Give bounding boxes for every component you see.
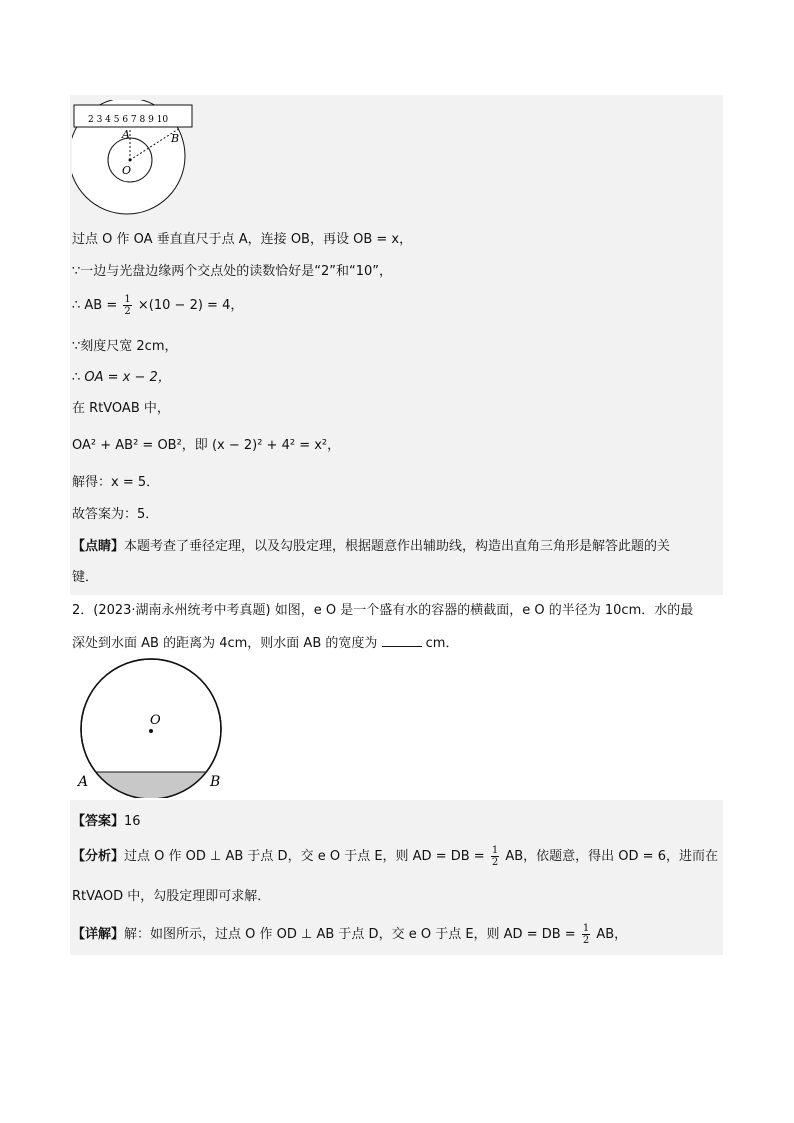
fraction-half: $\frac{1}{2}$ bbox=[491, 845, 499, 868]
fraction-half: $\frac{1}{2}$ bbox=[582, 923, 590, 946]
label-b: B bbox=[210, 774, 221, 790]
label-b: B bbox=[171, 132, 180, 145]
center-point-o bbox=[149, 729, 153, 733]
line-10: 【点睛】本题考查了垂径定理，以及勾股定理，根据题意作出辅助线，构造出直角三角形是解答此题的关 bbox=[72, 539, 671, 554]
line-2: ∵一边与光盘边缘两个交点处的读数恰好是“2”和“10”， bbox=[72, 264, 393, 279]
line-3: ∴ AB = $\frac{1}{2}$ ×(10 − 2) = 4， bbox=[72, 294, 244, 317]
line-11: 键． bbox=[72, 570, 99, 585]
detail-line-1: 【详解】解：如图所示，过点 O 作 OD ⊥ AB 于点 D，交 e O 于点 E，则 AD = DB = $\frac{1}{2}$ AB， bbox=[72, 923, 628, 946]
line-7: OA² + AB² = OB²，即 (x − 2)² + 4² = x²， bbox=[72, 438, 341, 453]
label-o: O bbox=[150, 713, 161, 728]
line-8: 解得：x = 5． bbox=[72, 475, 160, 490]
analysis-line-2: RtVAOD 中，勾股定理即可求解． bbox=[72, 889, 271, 904]
line-9: 故答案为：5． bbox=[72, 507, 159, 522]
figure-cd-ruler bbox=[72, 100, 197, 220]
line-4: ∵刻度尺宽 2cm， bbox=[72, 339, 178, 354]
analysis-line-1: 【分析】过点 O 作 OD ⊥ AB 于点 D，交 e O 于点 E，则 AD = DB = $\frac{1}{2}$ AB，依题意，得出 OD = 6，进而在 bbox=[72, 845, 718, 868]
water-region bbox=[72, 772, 232, 798]
question-2-line-1: 2．(2023·湖南永州统考中考真题) 如图，e O 是一个盛有水的容器的横截面，e O 的半径为 10cm．水的最 bbox=[72, 603, 694, 618]
line-5: ∴ OA = x − 2， bbox=[72, 370, 171, 385]
answer-line: 【答案】16 bbox=[72, 814, 141, 829]
point-o bbox=[129, 159, 132, 162]
line-6: 在 RtVOAB 中， bbox=[72, 401, 170, 416]
line-1: 过点 O 作 OA 垂直直尺于点 A，连接 OB，再设 OB = x， bbox=[72, 232, 413, 247]
label-a: A bbox=[122, 128, 130, 141]
ruler-tick-labels: 2 3 4 5 6 7 8 9 10 bbox=[88, 115, 169, 125]
answer-blank bbox=[382, 634, 422, 647]
figure-water-container bbox=[72, 658, 232, 798]
label-o: O bbox=[122, 164, 132, 177]
label-a: A bbox=[78, 774, 89, 790]
fraction-half: $\frac{1}{2}$ bbox=[124, 294, 131, 317]
question-2-line-2: 深处到水面 AB 的距离为 4cm，则水面 AB 的宽度为 cm． bbox=[72, 636, 459, 651]
